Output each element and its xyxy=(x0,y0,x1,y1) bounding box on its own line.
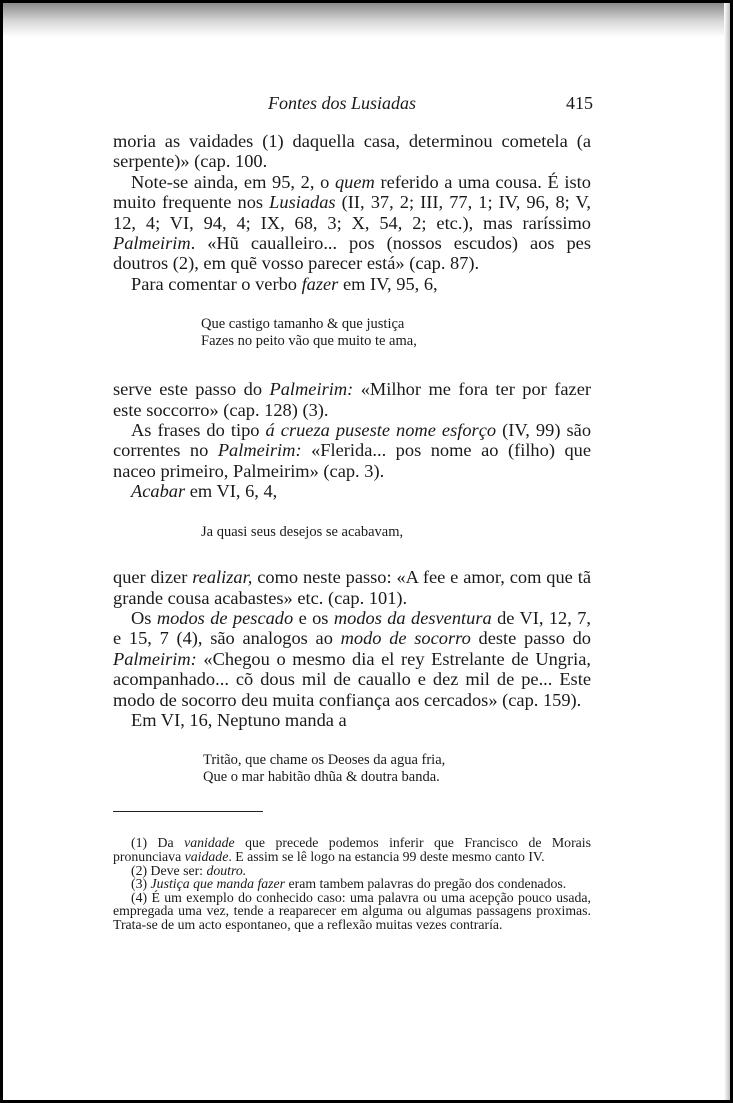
verse-line: Que castigo tamanho & que justiça xyxy=(201,316,405,333)
italic-term: vanidade xyxy=(184,835,235,851)
verse-line: Fazes no peito vão que muito te ama, xyxy=(201,332,417,349)
paragraph-3 xyxy=(113,274,591,294)
italic-term: Lusiadas xyxy=(269,192,336,213)
italic-term: á crueza puseste nome esforço xyxy=(265,420,497,441)
text-span: e os xyxy=(293,608,334,628)
verse-line: Que o mar habitão dhũa & doutra banda. xyxy=(203,768,440,785)
text-span: Note-se ainda, em 95, 2, o xyxy=(131,171,335,192)
page-number: 415 xyxy=(566,93,593,113)
footnote-1 xyxy=(113,836,591,863)
text-span: deste passo do xyxy=(470,628,591,649)
paragraph-1: moria as vaidades (1) daquella casa, determinou cometela (a serpente)» (cap. 100. xyxy=(113,131,591,172)
paragraph-8 xyxy=(113,608,591,710)
italic-term: Justiça que manda fazer xyxy=(150,876,286,892)
italic-term: modos da desventura xyxy=(333,608,492,628)
footnote-rule xyxy=(113,811,263,812)
italic-term: Palmeirim: xyxy=(113,648,197,669)
paragraph-4 xyxy=(113,379,591,420)
text-span: (3) xyxy=(131,876,151,892)
italic-term: Palmeirim: xyxy=(217,440,302,461)
footnote-4: (4) É um exemplo do conhecido caso: uma palavra ou uma acepção pouco usada, empregada uma vez, tende a reaparecer em alguma ou algumas passagens proximas. Trata-se de um acto espontaneo, que a reflexão muitas vezes contraría. xyxy=(113,889,591,932)
italic-term: vaidade xyxy=(184,849,229,865)
italic-term: doutro. xyxy=(206,862,247,878)
italic-term: quem xyxy=(334,171,375,192)
text-span: serve este passo do xyxy=(113,379,270,400)
text-span: (II, 37, 2; III, 77, 1; IV, 96, 8; V, 12, 4; VI, 94, 4; IX, 68, 3; X, 54, 2; etc.), mas raríssimo xyxy=(113,192,591,233)
verse-quote-2 xyxy=(201,524,591,541)
italic-term: fazer xyxy=(301,273,339,294)
book-page xyxy=(113,93,591,932)
italic-term: realizar, xyxy=(192,567,253,588)
verse-line: Ja quasi seus desejos se acabavam, xyxy=(201,523,404,540)
text-span: como neste passo: «A fee e amor, com que tã grande cousa acabastes» etc. (cap. 101). xyxy=(113,567,591,608)
text-span: As frases do tipo xyxy=(131,420,266,441)
text-span: eram tambem palavras do pregão dos condenados. xyxy=(285,876,567,892)
text-span: . «Hũ caualleiro... pos (nossos escudos) aos pes doutros (2), em quẽ vosso parecer está» (cap. 87). xyxy=(113,233,591,274)
verse-quote-1 xyxy=(201,316,591,349)
italic-term: modo de socorro xyxy=(340,628,471,649)
paragraph-5 xyxy=(113,420,591,481)
text-span: de VI, 12, 7, e 15, 7 (4), são analogos ao xyxy=(113,608,591,649)
italic-term: Palmeirim: xyxy=(269,379,354,400)
text-span: em VI, 6, 4, xyxy=(185,481,278,502)
text-span: Os xyxy=(131,608,157,628)
text-span: Para comentar o verbo xyxy=(131,273,302,294)
running-header xyxy=(113,93,591,123)
paragraph-7 xyxy=(113,567,591,608)
footnote-2 xyxy=(113,864,591,878)
paragraph-6 xyxy=(113,481,591,501)
text-span: referido a uma cousa. É isto muito frequente nos xyxy=(113,171,591,213)
paragraph-2 xyxy=(113,172,591,274)
text-span: quer dizer xyxy=(113,567,193,588)
text-span: «Chegou o mesmo dia el rey Estrelante de Ungria, acompanhado... cõ dous mil de cauallo e dez mil de pe... Este modo de socorro deu muita confiança aos cercados» (cap. 159). xyxy=(113,648,591,710)
footnote-3 xyxy=(113,877,591,891)
scan-right-shadow xyxy=(724,3,730,1100)
verse-line: Tritão, que chame os Deoses da agua fria, xyxy=(203,752,446,769)
text-span: (IV, 99) são correntes no xyxy=(113,420,592,461)
text-span: (2) Deve ser: xyxy=(131,862,207,878)
italic-term: Palmeirim xyxy=(113,233,191,254)
text-span: . E assim se lê logo na estancia 99 deste mesmo canto IV. xyxy=(228,849,545,865)
italic-term: modos de pescado xyxy=(156,608,294,628)
text-span: que precede podemos inferir que Francisco de Morais pronunciava xyxy=(113,835,592,865)
scan-top-shadow xyxy=(3,3,730,37)
verse-quote-3 xyxy=(203,752,591,785)
text-span: (1) Da xyxy=(131,835,185,851)
text-span: «Milhor me fora ter por fazer este soccorro» (cap. 128) (3). xyxy=(113,379,591,420)
italic-term: Acabar xyxy=(131,481,186,502)
running-title: Fontes dos Lusiadas xyxy=(268,93,417,113)
text-span: «Flerida... pos nome ao (filho) que naceo primeiro, Palmeirim» (cap. 3). xyxy=(113,440,592,481)
paragraph-9: Em VI, 16, Neptuno manda a xyxy=(131,710,347,731)
text-span: em IV, 95, 6, xyxy=(338,273,438,294)
footnotes xyxy=(113,836,591,931)
